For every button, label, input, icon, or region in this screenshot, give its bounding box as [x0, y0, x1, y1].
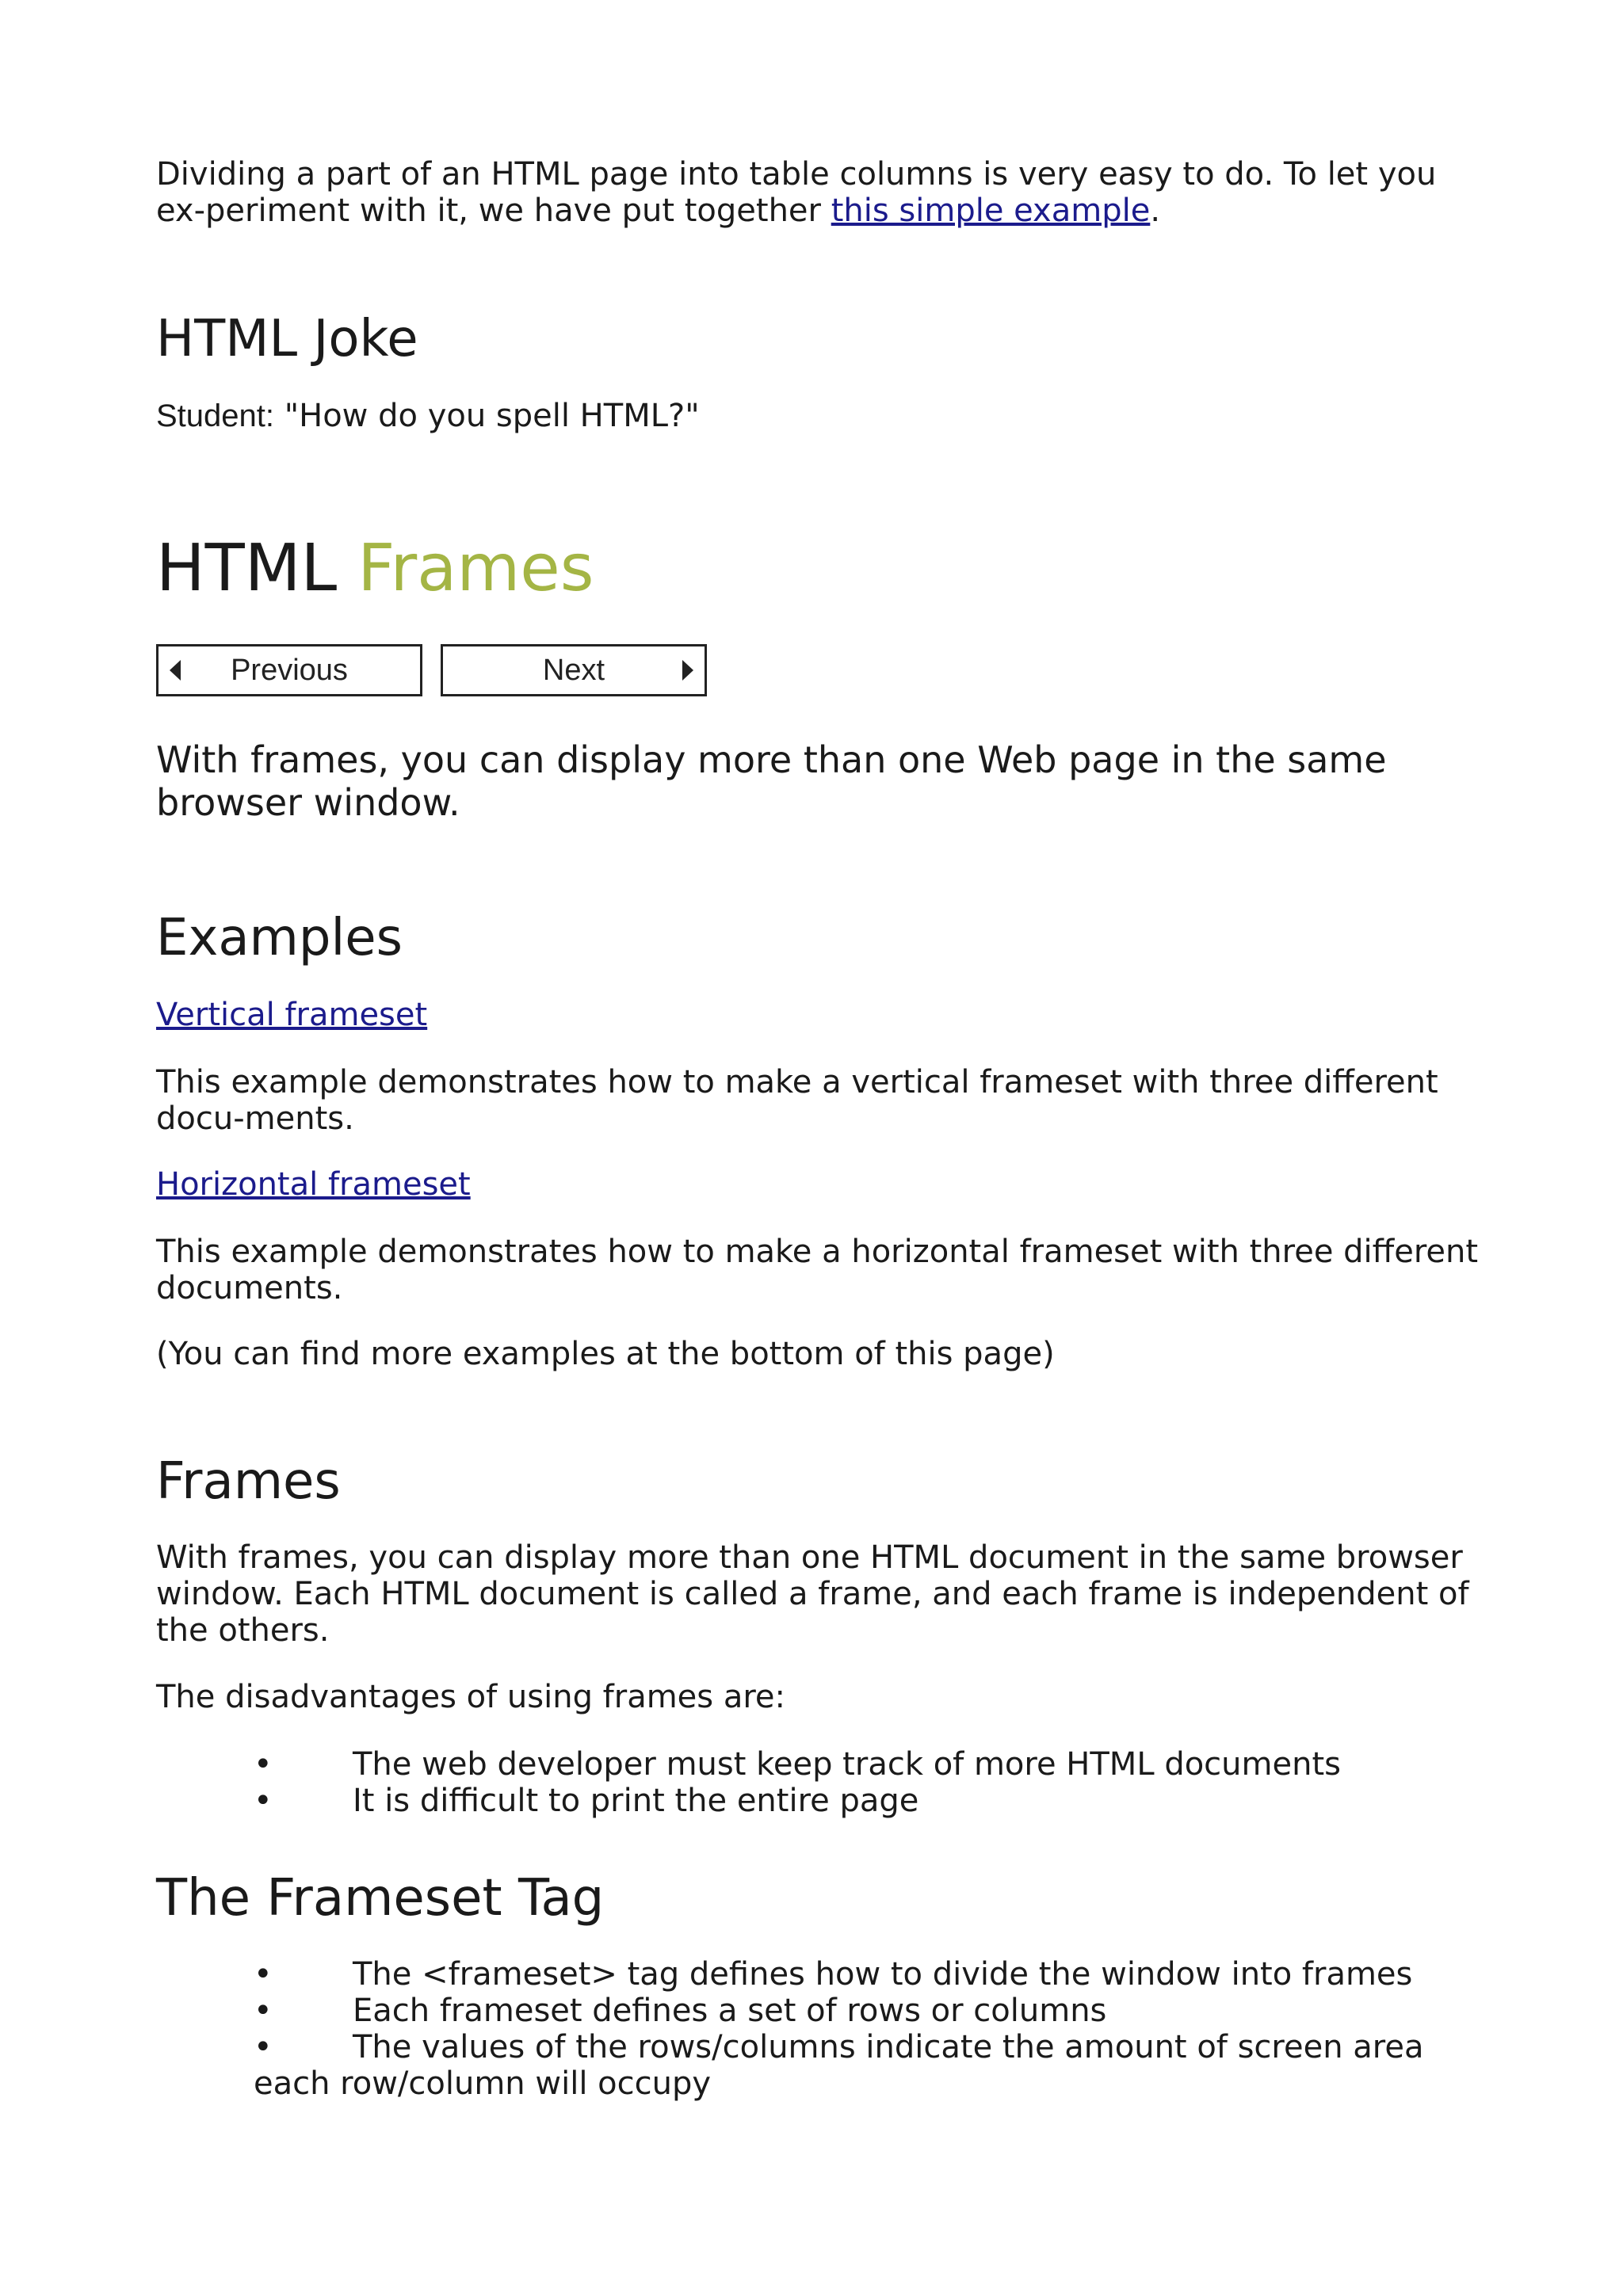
bullet-icon: • — [254, 1956, 273, 1993]
example-link-paragraph — [156, 1166, 1487, 1203]
simple-example-link[interactable]: this simple example — [831, 193, 1151, 229]
example-description: This example demonstrates how to make a horizontal frameset with three different documents. — [156, 1234, 1479, 1306]
lead-paragraph: With frames, you can display more than one Web page in the same browser window. — [156, 738, 1387, 824]
list-item — [254, 2029, 1490, 2102]
page-title — [156, 532, 594, 605]
intro-paragraph — [156, 156, 1487, 229]
bullet-icon: • — [254, 1746, 273, 1783]
list-item — [254, 1956, 1490, 1993]
disadvantages-list — [254, 1746, 1490, 1819]
intro-text-end: . — [1150, 193, 1161, 229]
examples-note: (You can find more examples at the bottom of this page) — [156, 1336, 1055, 1372]
bullet-icon: • — [254, 1783, 273, 1819]
frames-heading: Frames — [156, 1452, 341, 1511]
frames-paragraph: With frames, you can display more than one HTML document in the same browser window. Each HTML document is called a frame, and each frame is independent of the others. — [156, 1539, 1469, 1649]
next-button-label: Next — [542, 653, 605, 687]
joke-student-label: Student: — [156, 399, 275, 433]
frameset-heading: The Frameset Tag — [156, 1869, 605, 1928]
list-item-text: The <frameset> tag defines how to divide the window into frames — [353, 1956, 1413, 1993]
examples-heading: Examples — [156, 909, 403, 967]
intro-text: Dividing a part of an HTML page into table columns is very easy to do. To let you ex-periment with it, we have put together — [156, 156, 1437, 229]
disadvantages-intro: The disadvantages of using frames are: — [156, 1679, 786, 1715]
chevron-left-icon — [170, 660, 181, 681]
next-button[interactable] — [441, 644, 707, 696]
chevron-right-icon — [682, 660, 693, 681]
previous-button-label: Previous — [231, 653, 348, 687]
list-item-text: It is difficult to print the entire page — [353, 1783, 919, 1819]
page-title-main: HTML — [156, 531, 338, 606]
joke-line — [156, 398, 1487, 434]
list-item — [254, 1746, 1490, 1783]
previous-button[interactable] — [156, 644, 422, 696]
bullet-icon: • — [254, 2029, 273, 2065]
vertical-frameset-link[interactable]: Vertical frameset — [156, 997, 428, 1033]
bullet-icon: • — [254, 1993, 273, 2029]
list-item-text: The values of the rows/columns indicate the amount of screen area each row/column will occupy — [254, 2029, 1424, 2102]
horizontal-frameset-link[interactable]: Horizontal frameset — [156, 1166, 471, 1203]
joke-heading: HTML Joke — [156, 310, 418, 368]
joke-quote: "How do you spell HTML?" — [274, 398, 700, 434]
list-item-text: The web developer must keep track of more HTML documents — [353, 1746, 1341, 1783]
list-item — [254, 1993, 1490, 2029]
page-title-accent: Frames — [357, 531, 594, 606]
frameset-list — [254, 1956, 1490, 2102]
example-link-paragraph — [156, 997, 1487, 1033]
example-description: This example demonstrates how to make a vertical frameset with three different docu-ments. — [156, 1064, 1438, 1137]
list-item — [254, 1783, 1490, 1819]
list-item-text: Each frameset defines a set of rows or columns — [353, 1993, 1107, 2029]
